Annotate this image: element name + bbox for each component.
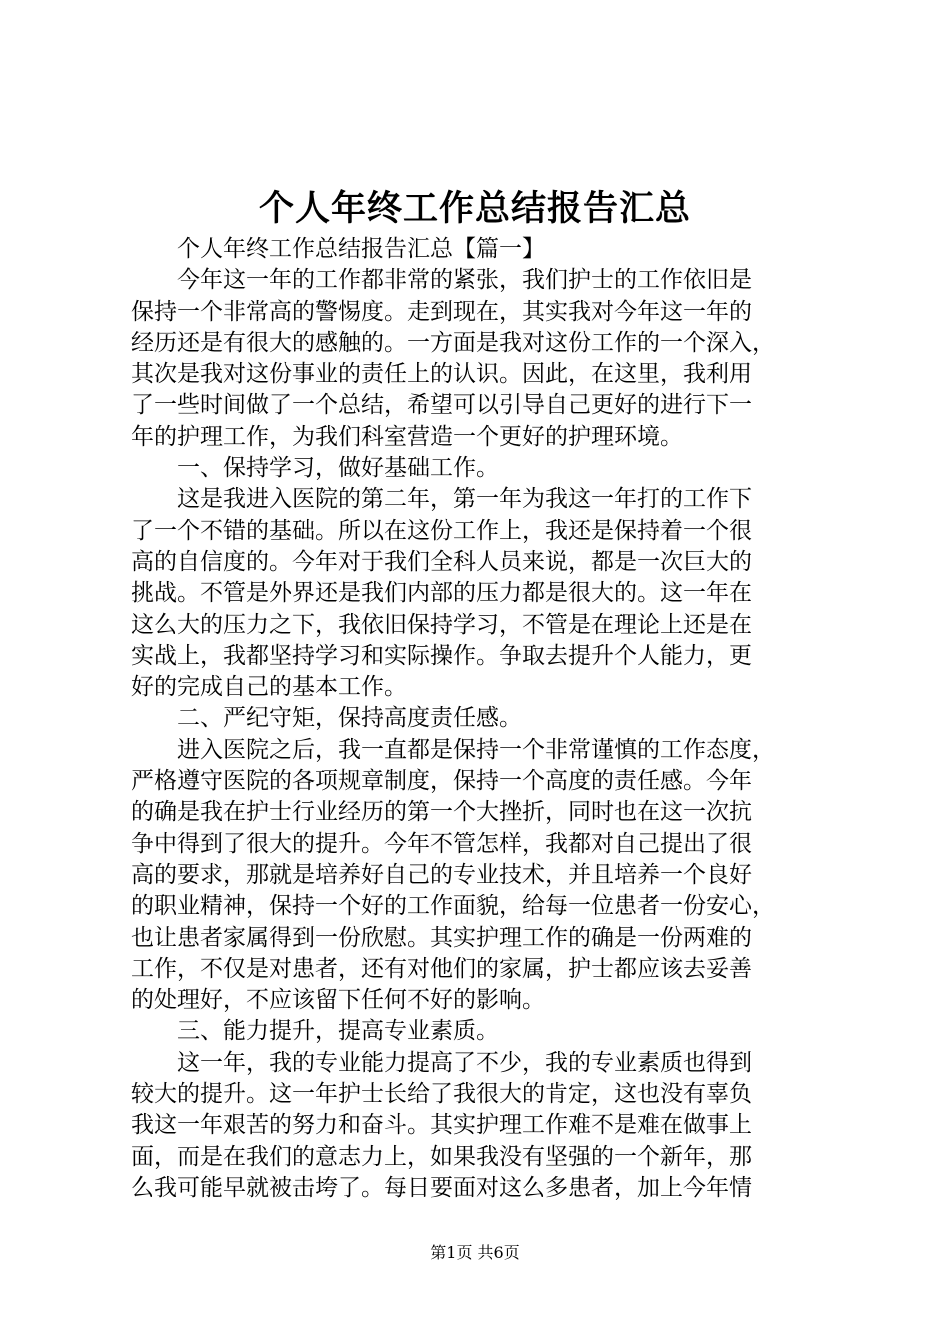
- paragraph-line: 么我可能早就被击垮了。每日要面对这么多患者，加上今年情: [131, 1174, 752, 1201]
- paragraph-line: 了一个不错的基础。所以在这份工作上，我还是保持着一个很: [131, 517, 752, 544]
- paragraph-line: 这是我进入医院的第二年，第一年为我这一年打的工作下: [177, 486, 752, 513]
- paragraph-line: 实战上，我都坚持学习和实际操作。争取去提升个人能力，更: [131, 642, 752, 669]
- section-heading: 个人年终工作总结报告汇总【篇一】: [177, 236, 545, 262]
- paragraph-line: 进入医院之后，我一直都是保持一个非常谨慎的工作态度，: [177, 736, 775, 763]
- paragraph-line: 了一些时间做了一个总结，希望可以引导自己更好的进行下一: [131, 392, 752, 419]
- paragraph-line: 年的护理工作，为我们科室营造一个更好的护理环境。: [131, 423, 683, 450]
- paragraph-line: 挑战。不管是外界还是我们内部的压力都是很大的。这一年在: [131, 580, 752, 607]
- paragraph-line: 面，而是在我们的意志力上，如果我没有坚强的一个新年，那: [131, 1143, 752, 1170]
- paragraph-line: 也让患者家属得到一份欣慰。其实护理工作的确是一份两难的: [131, 924, 752, 951]
- paragraph-line: 高的要求，那就是培养好自己的专业技术，并且培养一个良好: [131, 861, 752, 888]
- document-title: 个人年终工作总结报告汇总: [258, 188, 691, 229]
- document-body: [131, 234, 831, 1204]
- paragraph-line: 保持一个非常高的警惕度。走到现在，其实我对今年这一年的: [131, 298, 752, 325]
- paragraph-line: 好的完成自己的基本工作。: [131, 674, 407, 701]
- paragraph-line: 严格遵守医院的各项规章制度，保持一个高度的责任感。今年: [131, 768, 752, 795]
- paragraph-line: 经历还是有很大的感触的。一方面是我对这份工作的一个深入，: [131, 329, 775, 356]
- paragraph-line: 今年这一年的工作都非常的紧张，我们护士的工作依旧是: [177, 267, 752, 294]
- paragraph-line: 的处理好，不应该留下任何不好的影响。: [131, 987, 545, 1014]
- section-heading: 三、能力提升，提高专业素质。: [177, 1018, 499, 1045]
- paragraph-line: 这么大的压力之下，我依旧保持学习，不管是在理论上还是在: [131, 611, 752, 638]
- paragraph-line: 较大的提升。这一年护士长给了我很大的肯定，这也没有辜负: [131, 1081, 752, 1108]
- paragraph-line: 其次是我对这份事业的责任上的认识。因此，在这里，我利用: [131, 361, 752, 388]
- paragraph-line: 高的自信度的。今年对于我们全科人员来说，都是一次巨大的: [131, 548, 752, 575]
- paragraph-line: 工作，不仅是对患者，还有对他们的家属，护士都应该去妥善: [131, 955, 752, 982]
- paragraph-line: 我这一年艰苦的努力和奋斗。其实护理工作难不是难在做事上: [131, 1112, 752, 1139]
- paragraph-line: 的确是我在护士行业经历的第一个大挫折，同时也在这一次抗: [131, 799, 752, 826]
- paragraph-line: 这一年，我的专业能力提高了不少，我的专业素质也得到: [177, 1049, 752, 1076]
- section-heading: 二、严纪守矩，保持高度责任感。: [177, 705, 522, 732]
- page-number-footer: 第1页 共6页: [430, 1243, 520, 1262]
- section-heading: 一、保持学习，做好基础工作。: [177, 455, 499, 482]
- paragraph-line: 争中得到了很大的提升。今年不管怎样，我都对自己提出了很: [131, 830, 752, 857]
- paragraph-line: 的职业精神，保持一个好的工作面貌，给每一位患者一份安心，: [131, 893, 775, 920]
